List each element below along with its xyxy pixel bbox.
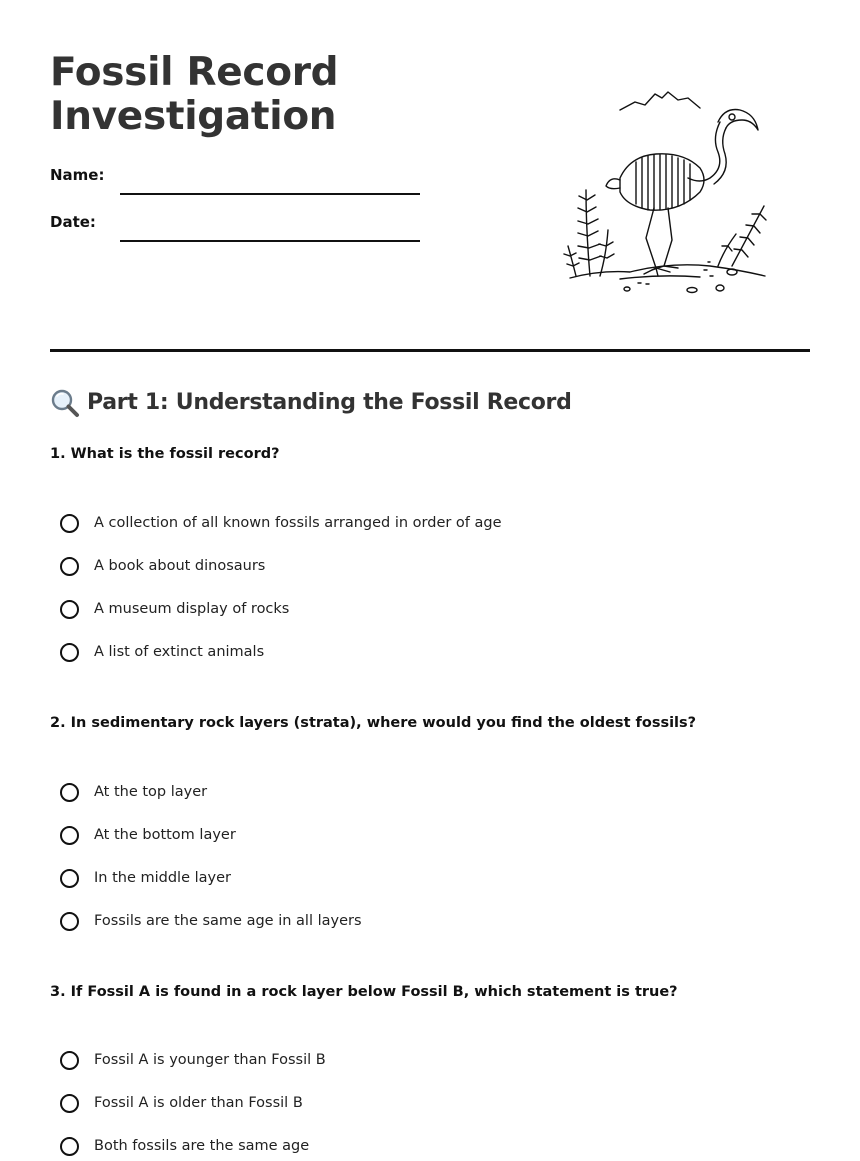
- q3-option-b[interactable]: [60, 1091, 303, 1115]
- q1-option-c[interactable]: [60, 597, 289, 621]
- q2-option-d[interactable]: [60, 909, 362, 933]
- radio-button[interactable]: [60, 600, 79, 619]
- q2-option-a[interactable]: [60, 780, 207, 804]
- option-label: Both fossils are the same age: [94, 1138, 310, 1154]
- radio-button[interactable]: [60, 643, 79, 662]
- q3-option-c[interactable]: [60, 1134, 309, 1158]
- option-label: At the top layer: [94, 784, 208, 800]
- radio-button[interactable]: [60, 783, 79, 802]
- q1-option-d[interactable]: [60, 640, 264, 664]
- option-label: A museum display of rocks: [94, 601, 290, 617]
- question-1: 1. What is the fossil record?: [50, 446, 280, 462]
- q3-option-a[interactable]: [60, 1048, 326, 1072]
- q2-option-c[interactable]: [60, 866, 231, 890]
- date-line[interactable]: [120, 240, 420, 242]
- option-label: Fossil A is younger than Fossil B: [94, 1052, 326, 1068]
- name-line[interactable]: [120, 193, 420, 195]
- radio-button[interactable]: [60, 557, 79, 576]
- radio-button[interactable]: [60, 912, 79, 931]
- section-title-text: Part 1: Understanding the Fossil Record: [87, 390, 572, 415]
- radio-button[interactable]: [60, 1094, 79, 1113]
- question-3: 3. If Fossil A is found in a rock layer below Fossil B, which statement is true?: [50, 984, 678, 1000]
- q1-option-b[interactable]: [60, 554, 265, 578]
- option-label: Fossils are the same age in all layers: [94, 913, 362, 929]
- option-label: A list of extinct animals: [94, 644, 265, 660]
- section-title: [50, 388, 572, 418]
- title-line-2: Investigation: [50, 94, 337, 139]
- option-label: In the middle layer: [94, 870, 231, 886]
- option-label: A book about dinosaurs: [94, 558, 266, 574]
- q2-option-b[interactable]: [60, 823, 236, 847]
- radio-button[interactable]: [60, 514, 79, 533]
- q1-option-a[interactable]: [60, 511, 502, 535]
- question-2: 2. In sedimentary rock layers (strata), where would you find the oldest fossils?: [50, 715, 697, 731]
- option-label: Fossil A is older than Fossil B: [94, 1095, 303, 1111]
- name-label: Name:: [50, 166, 105, 184]
- name-field[interactable]: [50, 166, 420, 196]
- radio-button[interactable]: [60, 869, 79, 888]
- worksheet-title: [50, 51, 338, 139]
- radio-button[interactable]: [60, 1051, 79, 1070]
- radio-button[interactable]: [60, 826, 79, 845]
- bird-skeleton-illustration: [560, 80, 775, 300]
- option-label: At the bottom layer: [94, 827, 236, 843]
- radio-button[interactable]: [60, 1137, 79, 1156]
- header-divider: [50, 349, 810, 352]
- magnifying-glass-icon: [50, 388, 80, 418]
- date-label: Date:: [50, 213, 96, 231]
- title-line-1: Fossil Record: [50, 50, 339, 95]
- option-label: A collection of all known fossils arranged in order of age: [94, 515, 502, 531]
- date-field[interactable]: [50, 213, 420, 243]
